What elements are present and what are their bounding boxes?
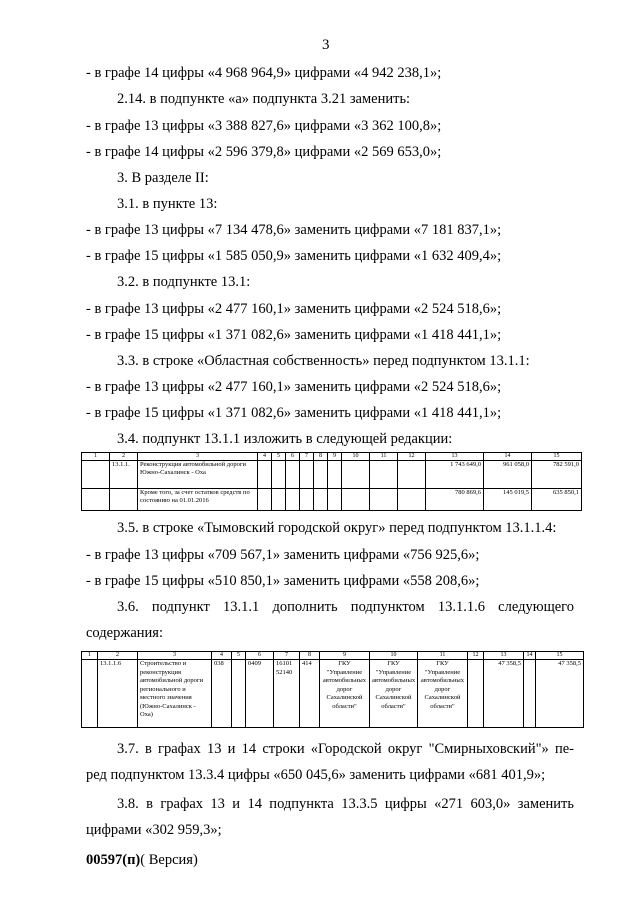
cell-col15: 47 358,5 (536, 660, 584, 728)
table-row (82, 489, 582, 511)
column-header: 7 (274, 652, 300, 660)
cell-col8: 414 (300, 660, 320, 728)
table-row (82, 660, 584, 728)
paragraph-line: - в графе 15 цифры «1 585 050,9» заменить цифрами «1 632 409,4»; (86, 248, 502, 264)
column-header: 1 (82, 453, 110, 461)
cell-col15: 635 850,1 (532, 489, 582, 511)
column-header: 4 (258, 453, 272, 461)
cell-col11: ГКУ "Управление автомобильных дорог Сахалинской области" (418, 660, 468, 728)
cell-col13: 1 743 649,0 (426, 461, 484, 489)
paragraph-line: 3.5. в строке «Тымовский городской округ» перед подпунктом 13.1.1.4: (117, 520, 557, 536)
table-header-row (82, 453, 582, 461)
column-header: 14 (524, 652, 536, 660)
page-number: 3 (322, 37, 330, 53)
paragraph-line: 3.3. в строке «Областная собственность» перед подпунктом 13.1.1: (117, 353, 530, 369)
paragraph-line: - в графе 13 цифры «2 477 160,1» заменить цифрами «2 524 518,6»; (86, 379, 502, 395)
paragraph-line: - в графе 14 цифры «4 968 964,9» цифрами «4 942 238,1»; (86, 65, 442, 81)
column-header: 6 (286, 453, 300, 461)
paragraph-line: 3.6. подпункт 13.1.1 дополнить подпунктом 13.1.1.6 следующего (117, 599, 574, 615)
paragraph-line: 3.8. в графах 13 и 14 подпункта 13.3.5 цифры «271 603,0» заменить (117, 796, 574, 812)
paragraph-line: - в графе 15 цифры «510 850,1» заменить цифрами «558 208,6»; (86, 573, 480, 589)
column-header: 10 (342, 453, 370, 461)
paragraph-line: 3.4. подпункт 13.1.1 изложить в следующей редакции: (117, 431, 453, 447)
column-header: 15 (536, 652, 584, 660)
document-version: ( Версия) (140, 852, 198, 868)
paragraph-line: 2.14. в подпункте «а» подпункта 3.21 заменить: (117, 91, 411, 107)
cell-col13: 780 869,6 (426, 489, 484, 511)
paragraph-line: - в графе 13 цифры «3 388 827,6» цифрами «3 362 100,8»; (86, 118, 442, 134)
column-header: 14 (484, 453, 532, 461)
cell-col15: 782 591,0 (532, 461, 582, 489)
cell-col9: ГКУ "Управление автомобильных дорог Сахалинской области" (320, 660, 370, 728)
column-header: 15 (532, 453, 582, 461)
cell-code: 13.1.1.6 (98, 660, 138, 728)
paragraph-line: содержания: (86, 625, 164, 641)
column-header: 13 (484, 652, 524, 660)
document-footer (86, 852, 198, 869)
column-header: 4 (212, 652, 232, 660)
column-header: 12 (468, 652, 484, 660)
table-row (82, 461, 582, 489)
cell-col14: 961 058,0 (484, 461, 532, 489)
column-header: 13 (426, 453, 484, 461)
column-header: 11 (370, 453, 398, 461)
paragraph-line: - в графе 15 цифры «1 371 082,6» заменить цифрами «1 418 441,1»; (86, 405, 502, 421)
cell-name: Кроме того, за счет остатков средств по состоянию на 01.01.2016 (138, 489, 258, 511)
paragraph-line: ред подпунктом 13.3.4 цифры «650 045,6» заменить цифрами «681 401,9»; (86, 767, 546, 783)
table-header-row (82, 652, 584, 660)
column-header: 9 (320, 652, 370, 660)
column-header: 7 (300, 453, 314, 461)
cell-code: 13.1.1. (110, 461, 138, 489)
column-header: 12 (398, 453, 426, 461)
cell-col14: 145 019,5 (484, 489, 532, 511)
column-header: 2 (110, 453, 138, 461)
column-header: 8 (314, 453, 328, 461)
cell-col6: 0409 (246, 660, 274, 728)
paragraph-line: цифрами «302 959,3»; (86, 822, 222, 838)
document-code: 00597(п) (86, 852, 141, 868)
column-header: 5 (272, 453, 286, 461)
column-header: 5 (232, 652, 246, 660)
column-header: 10 (370, 652, 418, 660)
column-header: 9 (328, 453, 342, 461)
cell-col13: 47 358,5 (484, 660, 524, 728)
column-header: 8 (300, 652, 320, 660)
column-header: 6 (246, 652, 274, 660)
paragraph-line: 3.1. в пункте 13: (117, 196, 218, 212)
column-header: 3 (138, 453, 258, 461)
paragraph-line: 3.7. в графах 13 и 14 строки «Городской округ "Смирныховский"» пе- (117, 741, 574, 757)
section-heading: 3. В разделе II: (117, 170, 209, 186)
cell-col7: 16101 52140 (274, 660, 300, 728)
table-road-13-1-1 (81, 452, 582, 511)
paragraph-line: - в графе 13 цифры «7 134 478,6» заменить цифрами «7 181 837,1»; (86, 222, 502, 238)
paragraph-line: 3.2. в подпункте 13.1: (117, 274, 251, 290)
column-header: 2 (98, 652, 138, 660)
paragraph-line: - в графе 13 цифры «2 477 160,1» заменить цифрами «2 524 518,6»; (86, 301, 502, 317)
paragraph-line: - в графе 14 цифры «2 596 379,8» цифрами «2 569 653,0»; (86, 144, 442, 160)
cell-col10: ГКУ "Управление автомобильных дорог Сахалинской области" (370, 660, 418, 728)
cell-name: Строительство и реконструкция автомобильной дороги регионального и местного значения (Южно-Сахалинск - Оха) (138, 660, 212, 728)
cell-col4: 038 (212, 660, 232, 728)
table-road-13-1-1-6 (81, 651, 584, 728)
paragraph-line: - в графе 13 цифры «709 567,1» заменить цифрами «756 925,6»; (86, 547, 480, 563)
column-header: 3 (138, 652, 212, 660)
cell-name: Реконструкция автомобильной дороги Южно-Сахалинск - Оха (138, 461, 258, 489)
column-header: 1 (82, 652, 98, 660)
column-header: 11 (418, 652, 468, 660)
paragraph-line: - в графе 15 цифры «1 371 082,6» заменить цифрами «1 418 441,1»; (86, 327, 502, 343)
